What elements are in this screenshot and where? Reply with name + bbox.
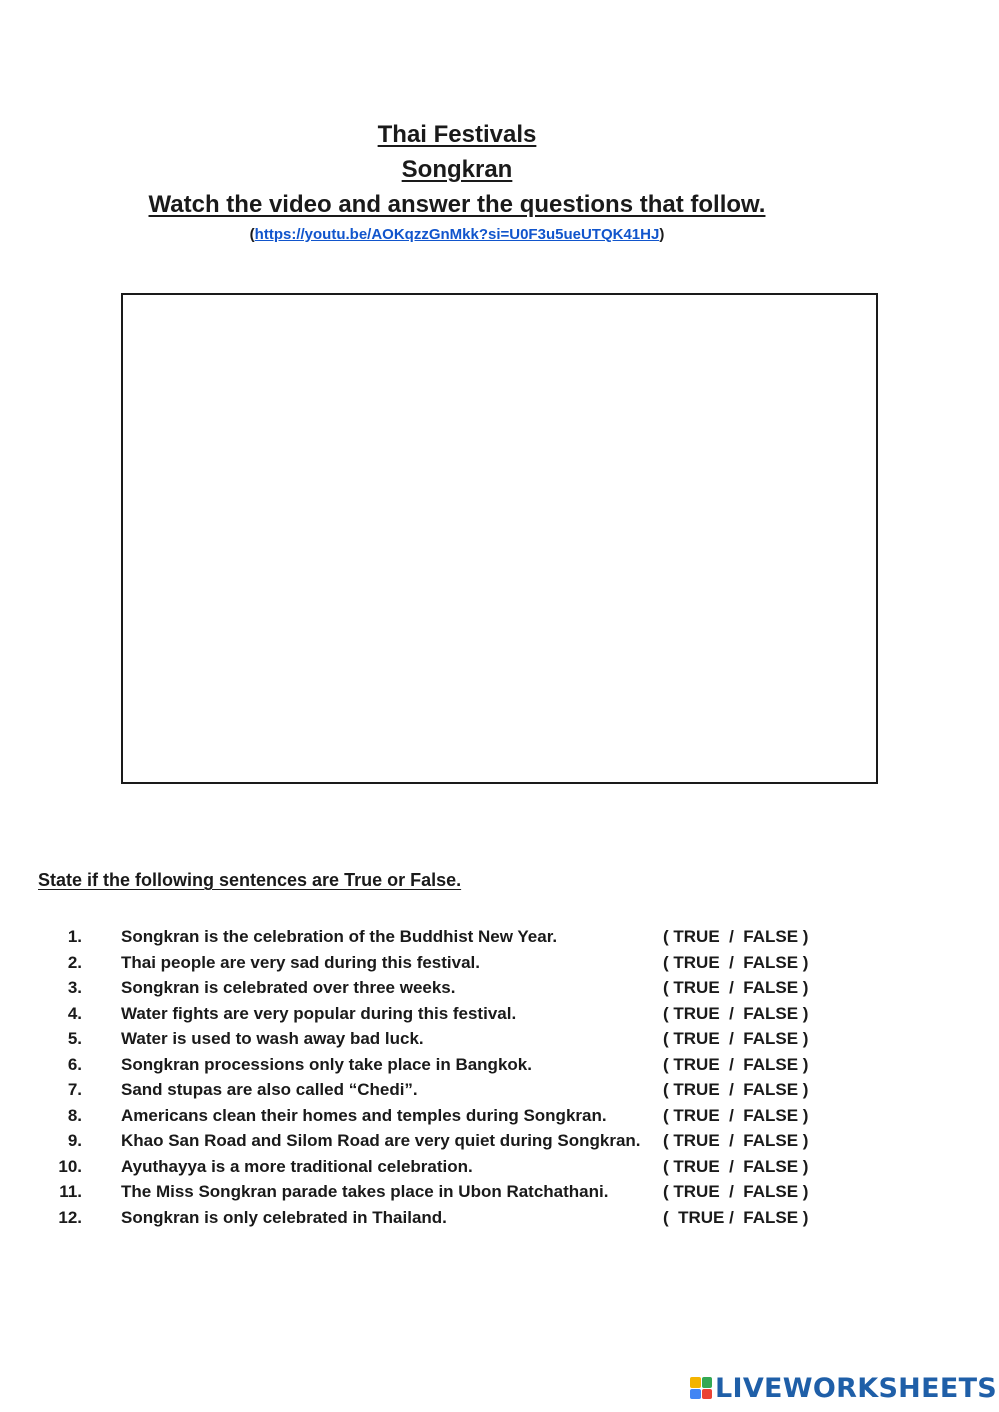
true-false-choice[interactable]: ( TRUE / FALSE ) (663, 1156, 809, 1176)
question-number: 1. (67, 927, 82, 946)
question-number: 5. (67, 1029, 82, 1048)
question-text: Songkran is the celebration of the Buddhist New Year. (121, 927, 558, 946)
link-close-paren: ) (659, 226, 665, 243)
true-false-choice[interactable]: ( TRUE / FALSE ) (663, 1182, 809, 1201)
true-false-prompt: State if the following sentences are True or False. (38, 870, 462, 890)
true-false-choice[interactable]: ( TRUE / FALSE ) (663, 927, 809, 946)
question-text: Americans clean their homes and temples during Songkran. (121, 1105, 607, 1125)
question-text: Songkran is only celebrated in Thailand. (121, 1207, 447, 1227)
question-text: Thai people are very sad during this festival. (121, 952, 481, 972)
question-row (0, 1208, 999, 1234)
question-number: 4. (67, 1003, 82, 1023)
video-link-line (0, 226, 914, 243)
true-false-choice[interactable]: ( TRUE / FALSE ) (663, 978, 809, 997)
question-text: Songkran processions only take place in Bangkok. (121, 1054, 532, 1074)
question-text: Ayuthayya is a more traditional celebration. (121, 1156, 473, 1176)
question-text: Songkran is celebrated over three weeks. (121, 978, 456, 997)
true-false-choice[interactable]: ( TRUE / FALSE ) (663, 952, 809, 972)
question-number: 12. (58, 1207, 82, 1227)
question-list (0, 927, 999, 1233)
question-row (0, 1131, 999, 1157)
question-number: 2. (67, 952, 82, 972)
question-text: Water is used to wash away bad luck. (121, 1029, 424, 1048)
video-embed-frame[interactable] (121, 293, 878, 784)
question-row (0, 953, 999, 979)
question-row (0, 927, 999, 953)
true-false-choice[interactable]: ( TRUE / FALSE ) (663, 1207, 809, 1227)
true-false-choice[interactable]: ( TRUE / FALSE ) (663, 1131, 809, 1150)
question-number: 3. (67, 978, 82, 997)
question-row (0, 1004, 999, 1030)
question-number: 6. (67, 1054, 82, 1074)
question-row (0, 1055, 999, 1081)
logo-text: LIVEWORKSHEETS (715, 1372, 998, 1404)
question-number: 10. (58, 1156, 82, 1176)
question-row (0, 1080, 999, 1106)
liveworksheets-logo-icon (690, 1377, 712, 1399)
question-row (0, 978, 999, 1004)
question-row (0, 1029, 999, 1055)
true-false-choice[interactable]: ( TRUE / FALSE ) (663, 1054, 809, 1074)
video-instruction: Watch the video and answer the questions that follow. (148, 191, 766, 218)
true-false-choice[interactable]: ( TRUE / FALSE ) (663, 1080, 809, 1099)
true-false-choice[interactable]: ( TRUE / FALSE ) (663, 1029, 809, 1048)
question-number: 7. (67, 1080, 82, 1099)
question-number: 9. (67, 1131, 82, 1150)
page-title: Thai Festivals (377, 121, 537, 148)
liveworksheets-logo (690, 1371, 997, 1405)
video-link[interactable]: https://youtu.be/AOKqzzGnMkk?si=U0F3u5ueUTQK41HJ (254, 226, 660, 243)
true-false-choice[interactable]: ( TRUE / FALSE ) (663, 1105, 809, 1125)
question-number: 11. (59, 1182, 82, 1201)
question-row (0, 1157, 999, 1183)
question-number: 8. (67, 1105, 82, 1125)
question-text: Water fights are very popular during this festival. (121, 1003, 517, 1023)
question-row (0, 1106, 999, 1132)
question-text: The Miss Songkran parade takes place in Ubon Ratchathani. (121, 1182, 609, 1201)
true-false-choice[interactable]: ( TRUE / FALSE ) (663, 1003, 809, 1023)
question-row (0, 1182, 999, 1208)
question-text: Sand stupas are also called “Chedi”. (121, 1080, 418, 1099)
page-subtitle: Songkran (401, 156, 513, 183)
question-text: Khao San Road and Silom Road are very quiet during Songkran. (121, 1131, 641, 1150)
link-open-paren: ( (249, 226, 255, 243)
